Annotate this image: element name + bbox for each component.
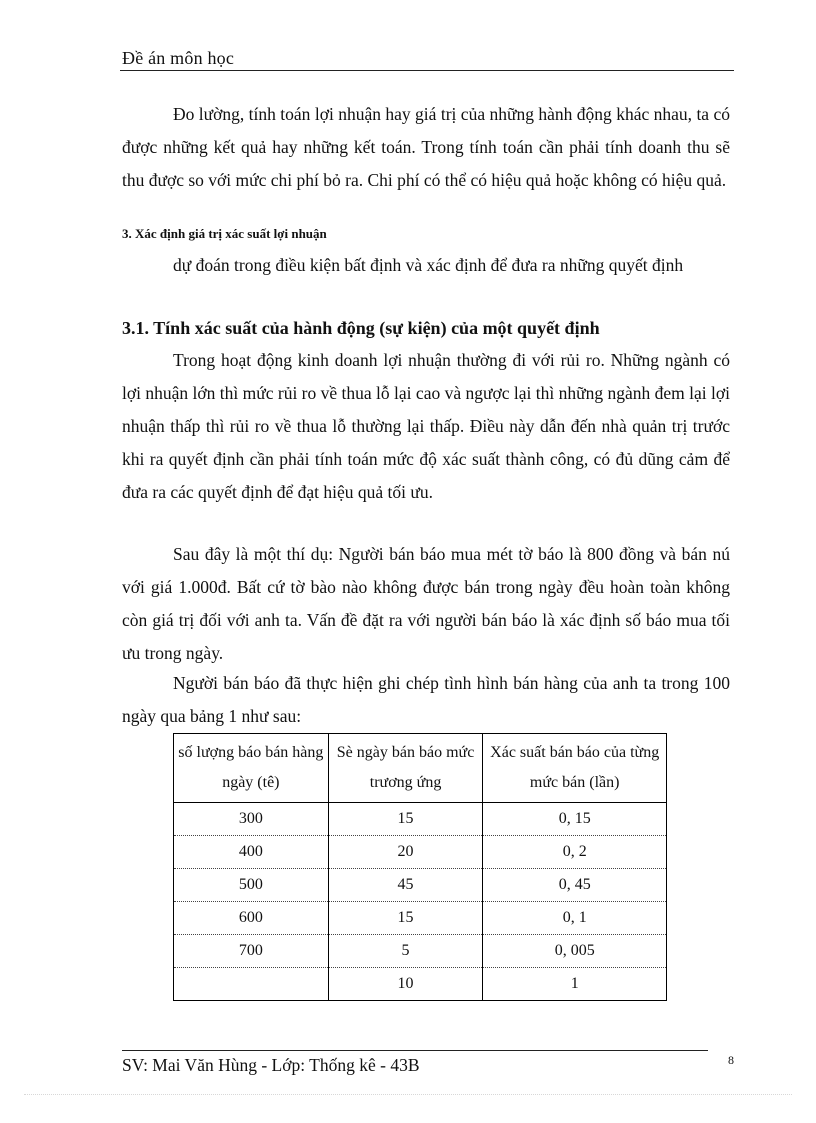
cell-probability-total: 1 xyxy=(483,968,667,1001)
cell-days: 20 xyxy=(328,836,483,869)
cell-probability: 0, 005 xyxy=(483,935,667,968)
table-row xyxy=(174,836,667,869)
cell-days-total: 10 xyxy=(328,968,483,1001)
cell-days: 15 xyxy=(328,902,483,935)
table-row xyxy=(174,803,667,836)
sales-probability-table xyxy=(173,733,667,1001)
cell-quantity: 400 xyxy=(174,836,329,869)
header-divider xyxy=(120,70,734,71)
footer-divider xyxy=(122,1050,708,1051)
paragraph-measurement: Đo lường, tính toán lợi nhuận hay giá trị của những hành động khác nhau, ta có được những kết quả hay những kết toán. Trong tính toán cần phải tính doanh thu sẽ thu được so với mức chi phí bỏ ra. Chi phí có thể có hiệu quả hoặc không có hiệu quả. xyxy=(122,104,730,190)
paragraph-risk: Trong hoạt động kinh doanh lợi nhuận thường đi với rủi ro. Những ngành có lợi nhuận lớn thì mức rủi ro về thua lỗ lại cao và ngược lại thì những ngành đem lại lợi nhuận thấp thì rủi ro về thua lỗ thường lại thấp. Điều này dẫn đến nhà quản trị trước khi ra quyết định cần phải tính toán mức độ xác suất thành công, có đủ dũng cảm để đưa ra các quyết định để đạt hiệu quả tối ưu. xyxy=(122,350,730,502)
paragraph-record: Người bán báo đã thực hiện ghi chép tình hình bán hàng của anh ta trong 100 ngày qua bảng 1 như sau: xyxy=(122,673,730,726)
paragraph-example: Sau đây là một thí dụ: Người bán báo mua mét tờ báo là 800 đồng và bán nú với giá 1.000đ. Bất cứ tờ bào nào không được bán trong ngày đều hoàn toàn không còn giá trị đối với anh ta. Vấn đề đặt ra với người bán báo là xác định số báo mua tối ưu trong ngày. xyxy=(122,544,730,663)
cell-quantity: 500 xyxy=(174,869,329,902)
section-heading-3-1: 3.1. Tính xác suất của hành động (sự kiện) của một quyết định xyxy=(122,318,600,338)
cell-quantity: 600 xyxy=(174,902,329,935)
page-number: 8 xyxy=(728,1053,734,1067)
cell-probability: 0, 15 xyxy=(483,803,667,836)
section-heading-3: 3. Xác định giá trị xác suất lợi nhuận xyxy=(122,226,327,241)
table-row xyxy=(174,869,667,902)
page-header-title: Đề án môn học xyxy=(122,48,235,68)
column-header-probability: Xác suất bán báo của từng mức bán (lần) xyxy=(483,734,667,803)
table-header-row xyxy=(174,734,667,803)
column-header-quantity: số lượng báo bán hàng ngày (tê) xyxy=(174,734,329,803)
cell-days: 15 xyxy=(328,803,483,836)
paragraph-forecast: dự đoán trong điều kiện bất định và xác định để đưa ra những quyết định xyxy=(173,255,684,275)
cell-quantity xyxy=(174,968,329,1001)
cell-days: 5 xyxy=(328,935,483,968)
cell-days: 45 xyxy=(328,869,483,902)
table-row xyxy=(174,902,667,935)
table-total-row xyxy=(174,968,667,1001)
page-bottom-edge xyxy=(24,1094,792,1095)
cell-quantity: 300 xyxy=(174,803,329,836)
table-row xyxy=(174,935,667,968)
footer-student-info: SV: Mai Văn Hùng - Lớp: Thống kê - 43B xyxy=(122,1055,420,1075)
cell-probability: 0, 45 xyxy=(483,869,667,902)
column-header-days: Sè ngày bán báo mức trương ứng xyxy=(328,734,483,803)
cell-probability: 0, 2 xyxy=(483,836,667,869)
cell-probability: 0, 1 xyxy=(483,902,667,935)
cell-quantity: 700 xyxy=(174,935,329,968)
